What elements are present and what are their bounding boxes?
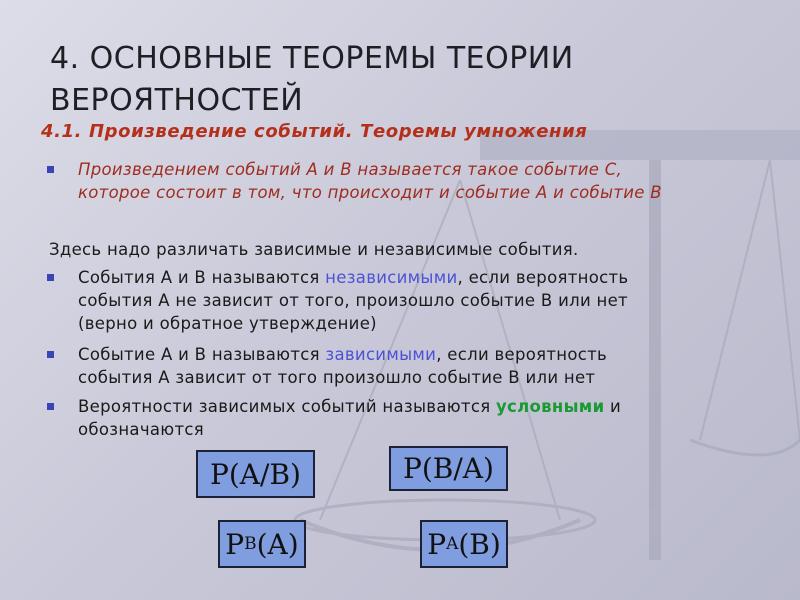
formula-main: P — [225, 527, 245, 561]
bullet-text-line: обозначаются — [78, 420, 204, 439]
bullet-text-part: , если вероятность — [436, 345, 608, 364]
slide-title — [50, 38, 750, 122]
bullet-marker-icon — [47, 166, 54, 173]
keyword-independent: независимыми — [325, 268, 458, 287]
formula-subscript: B — [244, 534, 257, 554]
formula-argument: (B) — [458, 527, 501, 561]
slide-subtitle: 4.1. Произведение событий. Теоремы умножения — [41, 121, 588, 142]
formula-argument: (A) — [256, 527, 299, 561]
bullet-conditional — [44, 395, 764, 441]
formula-p-a-given-b — [196, 450, 315, 498]
bullet-text-line: события А зависит от того произошло событие В или нет — [78, 368, 596, 387]
bullet-marker-icon — [47, 403, 54, 410]
formula-main: P — [427, 527, 447, 561]
bullet-marker-icon — [47, 274, 54, 281]
title-line-1: 4. ОСНОВНЫЕ ТЕОРЕМЫ ТЕОРИИ — [50, 41, 574, 76]
formula-p-sub-a-of-b — [420, 520, 508, 568]
definition-line-2: которое состоит в том, что происходит и событие А и событие В — [78, 183, 662, 202]
keyword-dependent: зависимыми — [325, 345, 437, 364]
intro-text: Здесь надо различать зависимые и независимые события. — [49, 240, 579, 259]
bullet-dependent-text — [78, 343, 764, 389]
bullet-text-part: и — [604, 397, 622, 416]
formula-text: P(B/A) — [403, 452, 494, 485]
bullet-text-part: Вероятности зависимых событий называются — [78, 397, 496, 416]
keyword-conditional: условными — [495, 397, 605, 416]
formula-p-sub-b-of-a — [218, 520, 306, 568]
bullet-independent-text — [78, 266, 764, 335]
bullet-conditional-text — [78, 395, 764, 441]
formula-text: P(A/B) — [210, 457, 301, 491]
bullet-dependent — [44, 343, 764, 389]
bullet-text-part: События А и В называются — [78, 268, 326, 287]
definition-line-1: Произведением событий А и В называется такое событие С, — [78, 160, 623, 179]
bullet-text-line: (верно и обратное утверждение) — [78, 314, 377, 333]
bullet-text-part: , если вероятность — [457, 268, 629, 287]
bullet-marker-icon — [47, 351, 54, 358]
bullet-text-line: события А не зависит от того, произошло событие В или нет — [78, 291, 628, 310]
title-line-2: ВЕРОЯТНОСТЕЙ — [50, 83, 304, 118]
definition-text — [78, 158, 764, 204]
formula-subscript: A — [446, 534, 459, 554]
definition-item — [44, 158, 764, 204]
bullet-independent — [44, 266, 764, 335]
formula-p-b-given-a — [389, 446, 508, 491]
bullet-text-part: Событие А и В называются — [78, 345, 326, 364]
